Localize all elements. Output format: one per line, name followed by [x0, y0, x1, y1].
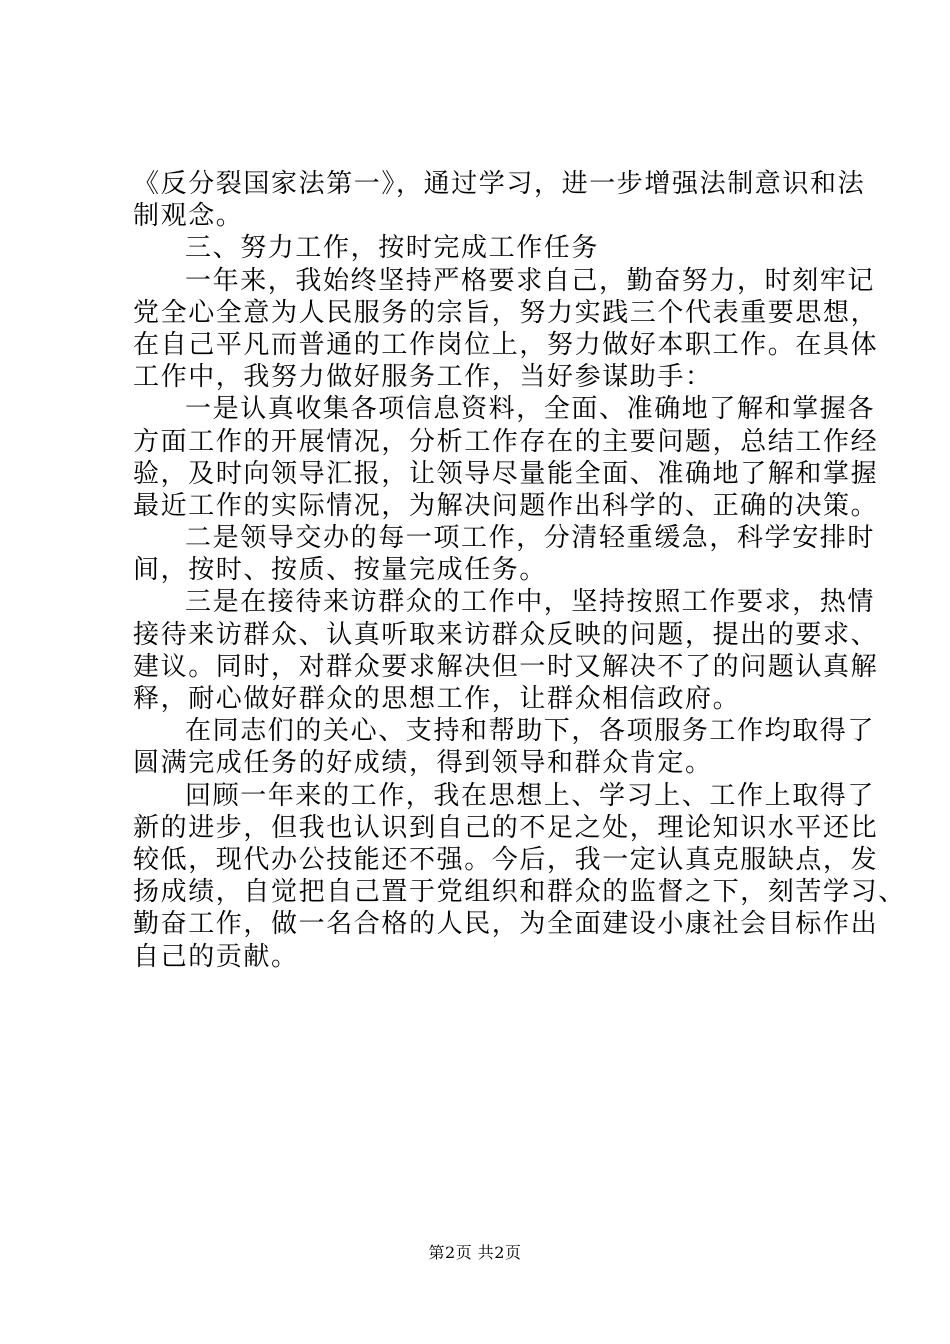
text-line: 扬成绩，自觉把自己置于党组织和群众的监督之下，刻苦学习、 — [133, 877, 906, 908]
text-line: 建议。同时，对群众要求解决但一时又解决不了的问题认真解 — [133, 651, 879, 682]
text-line: 在同志们的关心、支持和帮助下，各项服务工作均取得了 — [185, 716, 876, 747]
text-line: 在自己平凡而普通的工作岗位上，努力做好本职工作。在具体 — [133, 329, 879, 360]
text-line: 二是领导交办的每一项工作，分清轻重缓急，科学安排时 — [185, 523, 876, 554]
text-line: 一年来，我始终坚持严格要求自己，勤奋努力，时刻牢记 — [185, 265, 876, 296]
text-line: 《反分裂国家法第一》，通过学习，进一步增强法制意识和法 — [133, 169, 866, 199]
section-heading — [133, 232, 833, 264]
text-line: 验，及时向领导汇报，让领导尽量能全面、准确地了解和掌握 — [133, 458, 879, 489]
text-line: 党全心全意为人民服务的宗旨，努力实践三个代表重要思想， — [133, 297, 879, 328]
text-line: 自己的贡献。 — [133, 941, 299, 972]
text-line: 方面工作的开展情况，分析工作存在的主要问题，总结工作经 — [133, 426, 879, 457]
text-line: 回顾一年来的工作，我在思想上、学习上、工作上取得了 — [185, 780, 876, 811]
document-body — [133, 168, 906, 973]
paragraph — [133, 586, 879, 715]
text-line: 勤奋工作，做一名合格的人民，为全面建设小康社会目标作出 — [133, 909, 879, 940]
text-line: 接待来访群众、认真听取来访群众反映的问题，提出的要求、 — [133, 619, 879, 650]
page-number: 第2页 共2页 — [428, 1243, 522, 1262]
text-line: 三是在接待来访群众的工作中，坚持按照工作要求，热情 — [185, 587, 876, 618]
paragraph — [133, 393, 879, 522]
paragraph — [133, 780, 906, 973]
text-line: 圆满完成任务的好成绩，得到领导和群众肯定。 — [133, 748, 713, 779]
text-line: 较低，现代办公技能还不强。今后，我一定认真克服缺点，发 — [133, 844, 879, 875]
paragraph — [133, 715, 876, 779]
text-line: 新的进步，但我也认识到自己的不足之处，理论知识水平还比 — [133, 812, 879, 843]
text-line: 制观念。 — [133, 201, 244, 232]
text-line: 工作中，我努力做好服务工作，当好参谋助手： — [133, 362, 713, 393]
paragraph — [133, 168, 866, 232]
paragraph — [133, 522, 876, 586]
text-line: 间，按时、按质、按量完成任务。 — [133, 555, 548, 586]
paragraph — [133, 265, 879, 394]
text-line: 一是认真收集各项信息资料，全面、准确地了解和掌握各 — [185, 394, 876, 425]
page-footer — [0, 1243, 950, 1263]
text-line: 最近工作的实际情况，为解决问题作出科学的、正确的决策。 — [133, 490, 879, 521]
text-line: 释，耐心做好群众的思想工作，让群众相信政府。 — [133, 684, 741, 714]
heading-line: 三、努力工作，按时完成工作任务 — [185, 233, 600, 264]
